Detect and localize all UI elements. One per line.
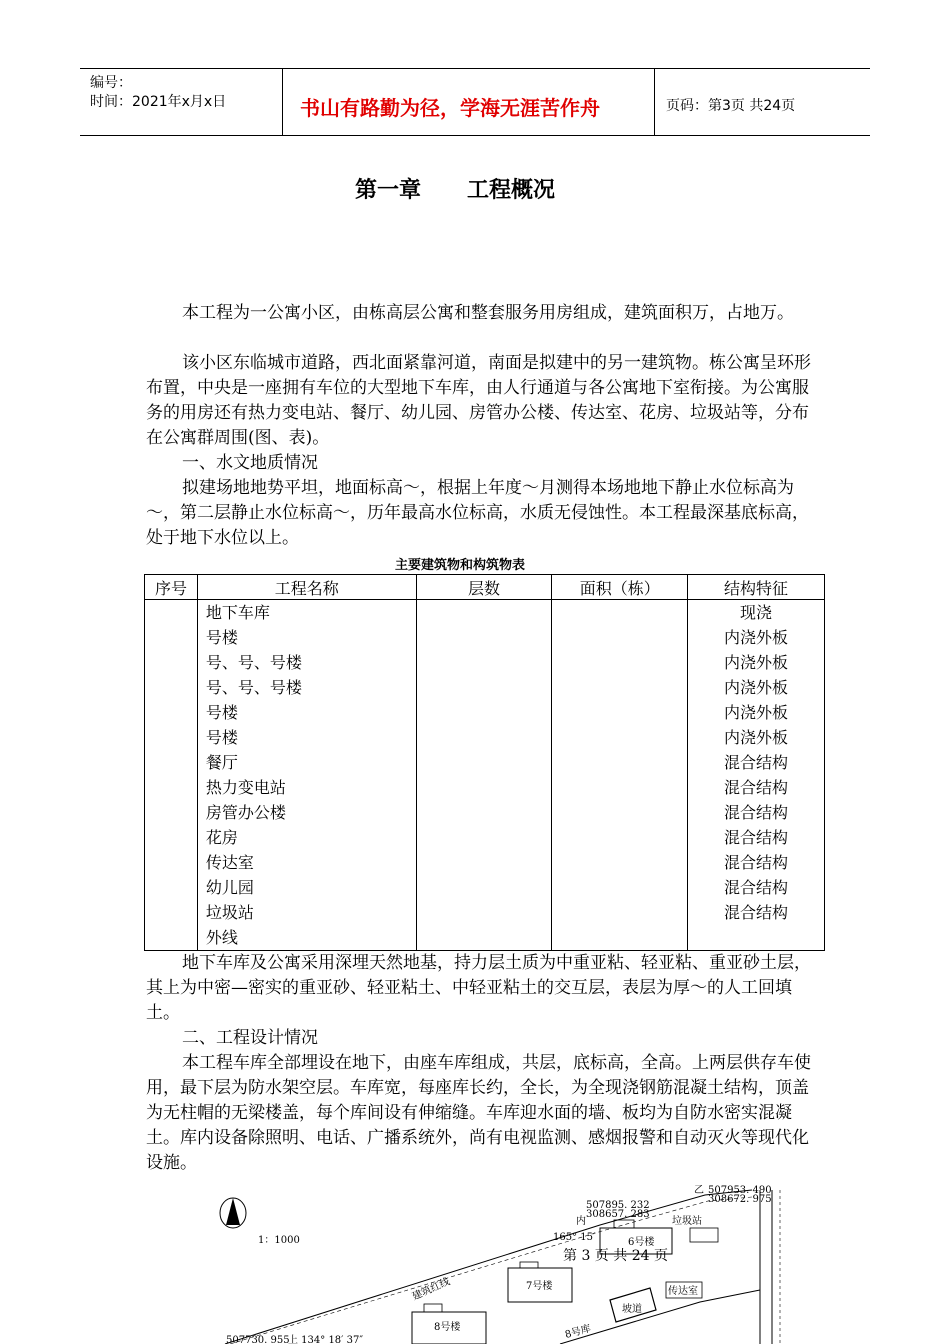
row-name: 餐厅	[205, 753, 238, 772]
row-name: 号、号、号楼	[205, 678, 302, 697]
point-label: 内	[576, 1216, 586, 1227]
col-header-name: 工程名称	[197, 575, 416, 600]
building-7-label: 7号楼	[526, 1281, 553, 1292]
building-8-wing	[424, 1304, 442, 1312]
coord-label: 507953. 490	[708, 1185, 772, 1196]
row-structure: 内浇外板	[724, 653, 789, 672]
page-footer: 第 3 页 共 24 页	[563, 1248, 668, 1264]
red-line-label: 建筑红线	[410, 1276, 452, 1303]
row-name: 房管办公楼	[205, 803, 286, 822]
coord-label: 308657. 283	[586, 1209, 650, 1220]
row-name: 幼儿园	[205, 878, 254, 897]
point-label: 乙	[694, 1185, 704, 1196]
row-structure: 混合结构	[724, 878, 789, 897]
row-structure: 内浇外板	[724, 728, 789, 747]
row-name: 号楼	[205, 728, 238, 747]
intro-paragraph-1: 本工程为一公寓小区，由栋高层公寓和整套服务用房组成，建筑面积万，占地万。	[182, 303, 794, 323]
guard-room-label: 传达室	[668, 1286, 698, 1297]
building-7-wing	[520, 1262, 538, 1268]
row-structure: 内浇外板	[724, 628, 789, 647]
row-name: 号楼	[205, 703, 238, 722]
section-heading-design: 二、工程设计情况	[182, 1028, 318, 1048]
building-8-label: 8号楼	[434, 1322, 461, 1333]
after-paragraph-1: 地下车库及公寓采用深埋天然地基，持力层土质为中重亚粘、轻亚粘、重亚砂土层，其上为中密—密实的重亚砂、轻亚粘土、中轻亚粘土的交互层，表层为厚～的人工回填土。	[146, 953, 811, 1023]
angle-label: 上 134° 18′ 37″	[288, 1335, 364, 1344]
row-structure: 混合结构	[724, 853, 789, 872]
row-name: 地下车库	[205, 603, 270, 622]
row-structure: 混合结构	[724, 753, 789, 772]
after-paragraph-2: 本工程车库全部埋设在地下，由座车库组成，共层，底标高，全高。上两层供存车使用，最下层为防水架空层。车库宽，每座库长约，全长，为全现浇钢筋混凝土结构，顶盖为无柱帽的无梁楼盖，每个库间设有伸缩缝。车库迎水面的墙、板均为自防水密实混凝土。库内设备除照明、电话、广播系统外，尚有电视监测、感烟报警和自动灭火等现代化设施。	[146, 1053, 811, 1173]
trash-station-label: 垃圾站	[672, 1216, 702, 1227]
coord-label: 507895. 232	[586, 1200, 650, 1211]
row-name: 外线	[205, 928, 238, 947]
row-name: 号楼	[205, 628, 238, 647]
garage-8-label: 8号库	[563, 1323, 593, 1341]
section-heading-hydrology: 一、水文地质情况	[182, 453, 318, 473]
page-label: 页码：第3页 共24页	[666, 98, 796, 114]
coord-label: 507730. 955	[226, 1335, 290, 1344]
row-structure: 现浇	[740, 603, 773, 622]
intro-paragraph-2: 该小区东临城市道路，西北面紧靠河道，南面是拟建中的另一建筑物。栋公寓呈环形布置，中央是一座拥有车位的大型地下车库，由人行通道与各公寓地下室衔接。为公寓服务的用房还有热力变电站、餐厅、幼儿园、房管办公楼、传达室、花房、垃圾站等，分布在公寓群周围(图、表)。	[146, 353, 811, 448]
table-caption: 主要建筑物和构筑物表	[395, 558, 526, 573]
scale-label: 1：1000	[258, 1235, 300, 1246]
row-structure: 混合结构	[724, 903, 789, 922]
trash-station-outline	[690, 1228, 718, 1242]
row-name: 热力变电站	[205, 778, 286, 797]
row-name: 传达室	[205, 853, 254, 872]
row-structure: 混合结构	[724, 803, 789, 822]
angle-label: 165° 15′	[553, 1232, 596, 1243]
row-structure: 混合结构	[724, 778, 789, 797]
building-6-label: 6号楼	[628, 1237, 655, 1248]
garage-8-outline	[560, 1290, 760, 1344]
coord-label: 308672. 975	[708, 1194, 772, 1205]
col-header-structure: 结构特征	[688, 575, 825, 600]
chapter-title: 第一章 工程概况	[355, 178, 555, 203]
building-red-line	[225, 1190, 752, 1344]
ramp-label: 坡道	[622, 1304, 642, 1315]
row-structure: 内浇外板	[724, 678, 789, 697]
building-6-wing	[614, 1220, 634, 1228]
row-structure: 混合结构	[724, 828, 789, 847]
time-label: 时间：2021年x月x日	[90, 94, 227, 110]
header-motto: 书山有路勤为径，学海无涯苦作舟	[300, 96, 600, 120]
row-name: 号、号、号楼	[205, 653, 302, 672]
intro-paragraph-3: 拟建场地地势平坦，地面标高～，根据上年度～月测得本场地地下静止水位标高为～，第二层静止水位标高～，历年最高水位标高，水质无侵蚀性。本工程最深基底标高，处于地下水位以上。	[146, 478, 809, 548]
col-header-area: 面积（栋）	[552, 575, 688, 600]
north-arrow-icon	[220, 1198, 246, 1228]
row-name: 花房	[205, 828, 238, 847]
serial-label: 编号：	[90, 75, 132, 91]
col-header-index: 序号	[145, 575, 198, 600]
col-header-floors: 层数	[416, 575, 552, 600]
row-name: 垃圾站	[205, 903, 254, 922]
row-structure: 内浇外板	[724, 703, 789, 722]
